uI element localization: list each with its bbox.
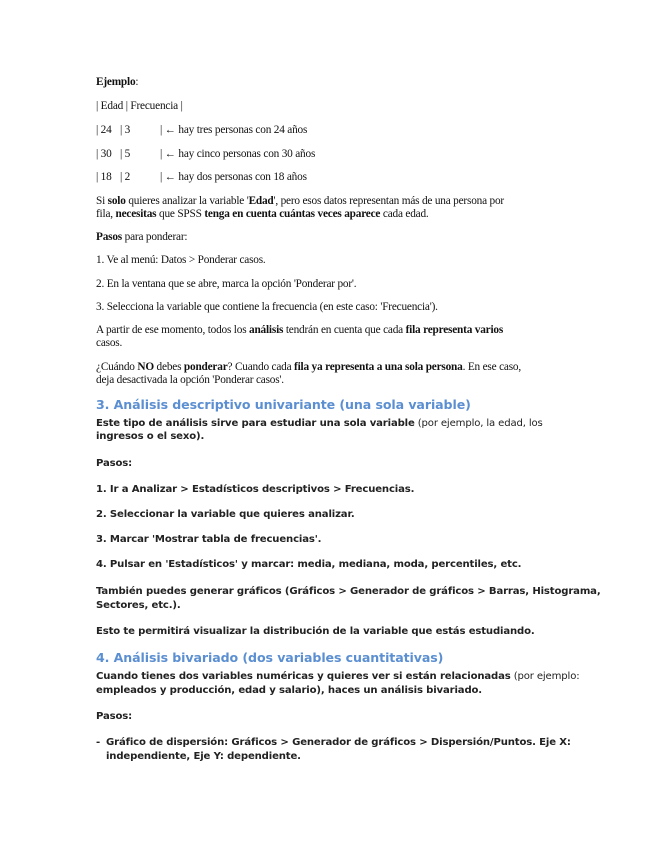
paragraph-line: A partir de ese momento, todos los análisis tendrán en cuenta que cada fila representa varios [96,324,504,336]
step-item: 3. Selecciona la variable que contiene la frecuencia (en este caso: 'Frecuencia'). [96,301,438,313]
step-item: 1. Ve al menú: Datos > Ponderar casos. [96,254,266,266]
bullet-item [96,737,571,751]
example-row: | 18 | 2 | ← hay dos personas con 18 años [96,171,307,183]
section-heading: 4. Análisis bivariado (dos variables cuantitativas) [96,650,444,665]
paragraph-line: deja desactivada la opción 'Ponderar casos'. [96,374,284,386]
paragraph-line: ingresos o el sexo). [96,431,205,442]
step-item: 1. Ir a Analizar > Estadísticos descriptivos > Frecuencias. [96,484,415,495]
step-item: 2. Seleccionar la variable que quieres analizar. [96,509,355,520]
example-row: | 24 | 3 | ← hay tres personas con 24 años [96,124,308,136]
paragraph-line: ¿Cuándo NO debes ponderar? Cuando cada fila ya representa a una sola persona. En ese caso, [96,361,521,373]
bullet-text: Gráfico de dispersión: Gráficos > Generador de gráficos > Dispersión/Puntos. Eje X: [106,737,571,748]
paragraph-line: Cuando tienes dos variables numéricas y quieres ver si están relacionadas (por ejemplo: [96,671,580,682]
steps-title: Pasos: [96,711,133,722]
step-item: 3. Marcar 'Mostrar tabla de frecuencias'. [96,534,322,545]
step-item: 4. Pulsar en 'Estadísticos' y marcar: media, mediana, moda, percentiles, etc. [96,559,522,570]
paragraph-line: fila, necesitas que SPSS tenga en cuenta cuántas veces aparece cada edad. [96,208,429,220]
section-heading: 3. Análisis descriptivo univariante (una sola variable) [96,397,471,412]
steps-title: Pasos para ponderar: [96,231,188,243]
example-title: Ejemplo: [96,76,139,88]
paragraph-line: Este tipo de análisis sirve para estudiar una sola variable (por ejemplo, la edad, los [96,418,543,429]
bullet-continuation: independiente, Eje Y: dependiente. [106,751,301,762]
paragraph-line: También puedes generar gráficos (Gráficos > Generador de gráficos > Barras, Histograma, [96,586,601,597]
bullet-dash: - [96,737,101,748]
paragraph-line: Sectores, etc.). [96,600,181,611]
step-item: 2. En la ventana que se abre, marca la opción 'Ponderar por'. [96,278,357,290]
paragraph-line: Esto te permitirá visualizar la distribución de la variable que estás estudiando. [96,626,535,637]
steps-title: Pasos: [96,458,133,469]
example-row: | 30 | 5 | ← hay cinco personas con 30 años [96,148,316,160]
paragraph-line: casos. [96,337,123,349]
paragraph-line: Si solo quieres analizar la variable 'Edad', pero esos datos representan más de una persona por [96,195,504,207]
paragraph-line: empleados y producción, edad y salario), haces un análisis bivariado. [96,685,482,696]
example-table-header: | Edad | Frecuencia | [96,100,183,112]
